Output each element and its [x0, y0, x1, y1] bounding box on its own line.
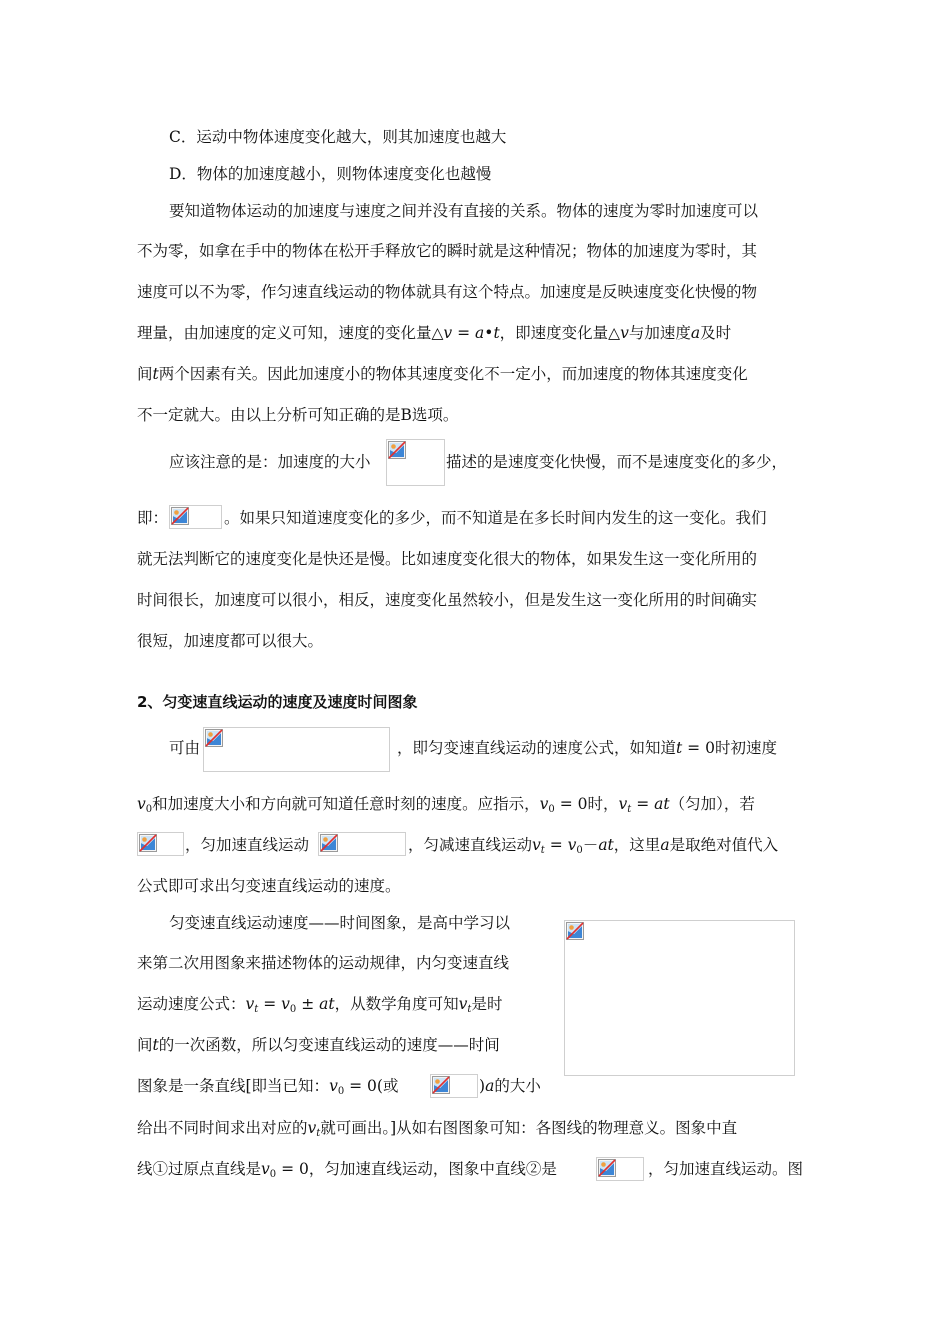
vt-graph-image — [564, 920, 795, 1076]
broken-image-icon — [598, 1159, 616, 1177]
para3-line4: 间t的一次函数，所以匀变速直线运动的速度——时间 — [137, 1036, 500, 1054]
broken-image-icon — [320, 834, 338, 852]
section2-line3a: ，匀加速直线运动 — [185, 836, 310, 854]
broken-image-icon — [139, 834, 157, 852]
section2-line1a: 可由 — [169, 739, 201, 757]
formula-image-condition2 — [318, 832, 406, 856]
section2-line2: $v_0$和加速度大小和方向就可知道任意时刻的速度。应指示，$v_0 = 0$时，$v_t = at$（匀加），若 — [137, 795, 755, 815]
broken-image-icon — [388, 441, 406, 459]
para2-line4: 时间很长，加速度可以很小，相反，速度变化虽然较小，但是发生这一变化所用的时间确实 — [137, 591, 758, 609]
section2-line1b: ，即匀变速直线运动的速度公式，如知道t = 0时初速度 — [397, 739, 777, 757]
section2-line4: 公式即可求出匀变速直线运动的速度。 — [137, 877, 401, 895]
para1-line1: 要知道物体运动的加速度与速度之间并没有直接的关系。物体的速度为零时加速度可以 — [169, 202, 759, 220]
section2-line3b: ，匀减速直线运动$v_t = v_0-at$，这里a是取绝对值代入 — [408, 836, 779, 856]
para2-line1a: 应该注意的是：加速度的大小 — [169, 453, 371, 471]
formula-image-line2 — [596, 1157, 644, 1181]
formula-image-or — [430, 1074, 478, 1098]
section-heading: 2、匀变速直线运动的速度及速度时间图象 — [137, 693, 418, 711]
para2-line2b: 。如果只知道速度变化的多少，而不知道是在多长时间内发生的这一变化。我们 — [224, 509, 767, 527]
broken-image-icon — [432, 1076, 450, 1094]
broken-image-icon — [171, 507, 189, 525]
para3-line1: 匀变速直线运动速度——时间图象，是高中学习以 — [169, 914, 511, 932]
para3-line5a: 图象是一条直线[即当已知：$v_0 = 0$(或 — [137, 1077, 399, 1097]
para1-line4: 理量，由加速度的定义可知，速度的变化量△v = a•t，即速度变化量△v与加速度a及时 — [137, 324, 732, 342]
para2-line1b: 描述的是速度变化快慢，而不是速度变化的多少， — [446, 453, 788, 471]
broken-image-icon — [566, 922, 584, 940]
para2-line2a: 即： — [137, 509, 169, 527]
para2-line3: 就无法判断它的速度变化是快还是慢。比如速度变化很大的物体，如果发生这一变化所用的 — [137, 550, 758, 568]
formula-image-condition — [137, 832, 184, 856]
para1-line3: 速度可以不为零，作匀速直线运动的物体就具有这个特点。加速度是反映速度变化快慢的物 — [137, 283, 758, 301]
para3-line3: 运动速度公式：$v_t = v_0$ ± at，从数学角度可知$v_t$是时 — [137, 995, 503, 1015]
formula-image-acceleration — [386, 439, 445, 486]
para1-line2: 不为零，如拿在手中的物体在松开手释放它的瞬时就是这种情况；物体的加速度为零时，其 — [137, 242, 758, 260]
formula-image-ratio — [169, 505, 222, 529]
para1-line5: 间t两个因素有关。因此加速度小的物体其速度变化不一定小，而加速度的物体其速度变化 — [137, 365, 748, 383]
para3-line5b: )a的大小 — [479, 1077, 541, 1095]
formula-image-velocity — [203, 727, 390, 772]
broken-image-icon — [205, 729, 223, 747]
para3-line7b: ，匀加速直线运动。图 — [648, 1160, 804, 1178]
para3-line6: 给出不同时间求出对应的$v_t$就可画出。]从如右图图象可知：各图线的物理意义。图象中直 — [137, 1119, 738, 1139]
option-d: D．物体的加速度越小，则物体速度变化也越慢 — [169, 165, 492, 183]
para1-line6: 不一定就大。由以上分析可知正确的是B选项。 — [137, 406, 459, 424]
option-c: C．运动中物体速度变化越大，则其加速度也越大 — [169, 128, 507, 146]
para3-line7a: 线①过原点直线是$v_0 = 0$，匀加速直线运动，图象中直线②是 — [137, 1160, 557, 1180]
para2-line5: 很短，加速度都可以很大。 — [137, 632, 324, 650]
para3-line2: 来第二次用图象来描述物体的运动规律，内匀变速直线 — [137, 954, 510, 972]
